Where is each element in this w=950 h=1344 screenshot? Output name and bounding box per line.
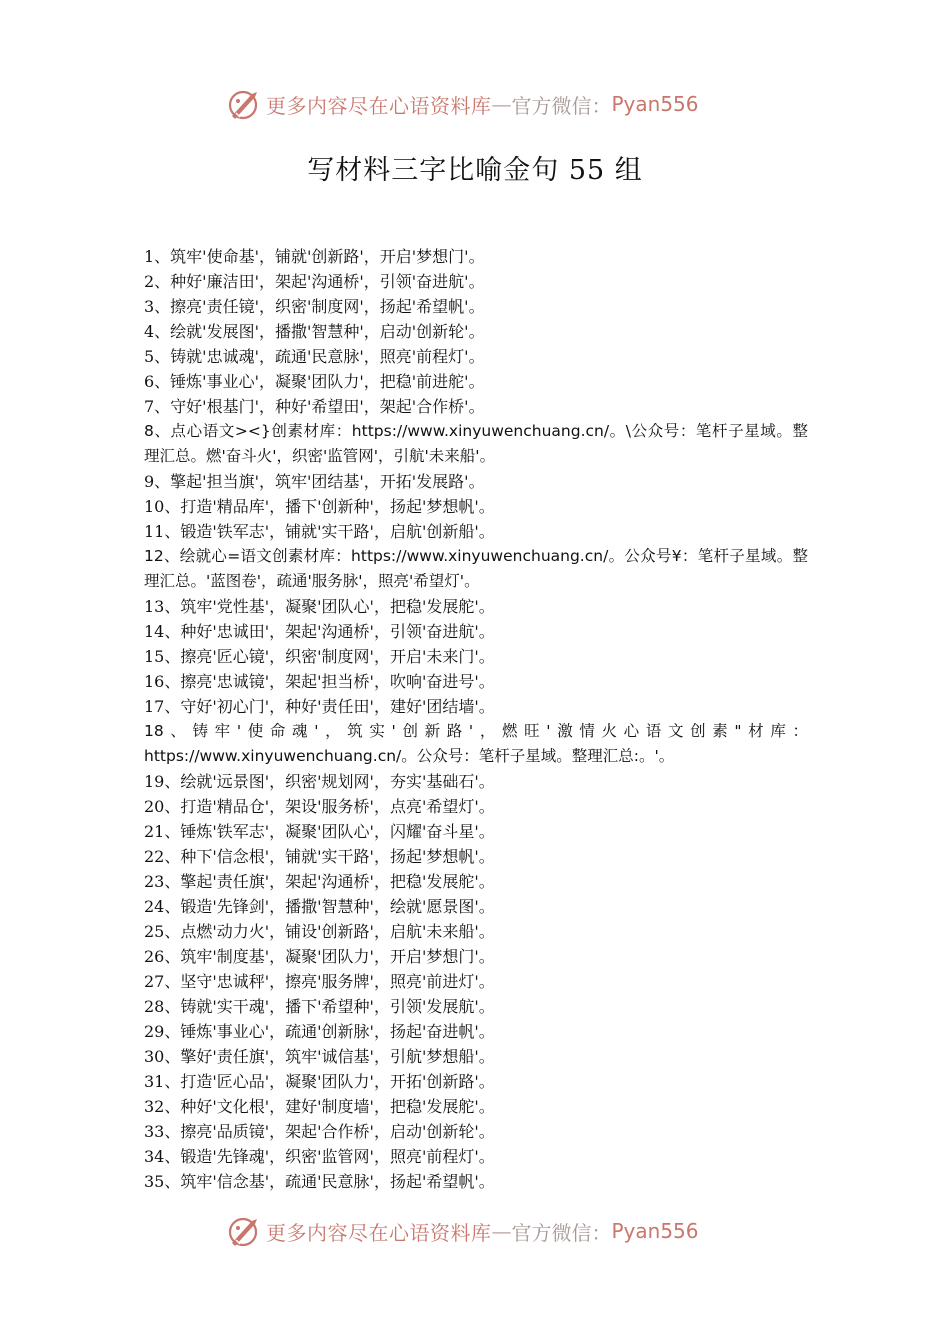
page-title: 写材料三字比喻金句 55 组 (307, 155, 643, 186)
list-item: 19、绘就'远景图'，织密'规划网'，夯实'基础石'。 (144, 772, 495, 791)
list-item: 1、筑牢'使命基'，铺就'创新路'，开启'梦想门'。 (144, 247, 485, 266)
list-item: 27、坚守'忠诚秤'，擦亮'服务牌'，照亮'前进灯'。 (144, 972, 495, 991)
list-item: 23、擎起'责任旗'，架起'沟通桥'，把稳'发展舵'。 (144, 872, 495, 891)
list-item: 11、锻造'铁军志'，铺就'实干路'，启航'创新船'。 (144, 522, 495, 541)
watermark-text: 更多内容尽在心语资料库 (266, 1220, 492, 1245)
list-item: 30、擎好'责任旗'，筑牢'诚信基'，引航'梦想船'。 (144, 1047, 495, 1066)
list-item: 24、锻造'先锋剑'，播撒'智慧种'，绘就'愿景图'。 (144, 897, 495, 916)
list-item: 15、擦亮'匠心镜'，织密'制度网'，开启'未来门'。 (144, 647, 495, 666)
pen-nib-logo-icon (226, 1213, 262, 1249)
list-item: 17、守好'初心门'，种好'责任田'，建好'团结墙'。 (144, 697, 495, 716)
list-item: 25、点燃'动力火'，铺设'创新路'，启航'未来船'。 (144, 922, 495, 941)
list-item: 31、打造'匠心品'，凝聚'团队力'，开拓'创新路'。 (144, 1072, 495, 1091)
list-item: 16、擦亮'忠诚镜'，架起'担当桥'，吹响'奋进号'。 (144, 672, 495, 691)
watermark-wechat-id: Pyan556 (611, 1219, 699, 1243)
list-item: 21、锤炼'铁军志'，凝聚'团队心'，闪耀'奋斗星'。 (144, 822, 495, 841)
footer-watermark (226, 1211, 746, 1251)
list-item: 28、铸就'实干魂'，播下'希望种'，引领'发展航'。 (144, 997, 495, 1016)
pen-nib-logo-icon (226, 86, 262, 122)
list-item: 2、种好'廉洁田'，架起'沟通桥'，引领'奋进航'。 (144, 272, 485, 291)
list-item: 20、打造'精品仓'，架设'服务桥'，点亮'希望灯'。 (144, 797, 495, 816)
watermark-text: 更多内容尽在心语资料库 (266, 93, 492, 118)
list-item: 34、锻造'先锋魂'，织密'监管网'，照亮'前程灯'。 (144, 1147, 495, 1166)
list-item: 10、打造'精品库'，播下'创新种'，扬起'梦想帆'。 (144, 497, 495, 516)
list-item: 35、筑牢'信念基'，疏通'民意脉'，扬起'希望帆'。 (144, 1172, 495, 1191)
list-item: 26、筑牢'制度基'，凝聚'团队力'，开启'梦想门'。 (144, 947, 495, 966)
watermark-dash: — (491, 1219, 512, 1243)
quote-list (144, 244, 808, 1194)
list-item: 32、种好'文化根'，建好'制度墙'，把稳'发展舵'。 (144, 1097, 495, 1116)
list-item: 18、铸牢'使命魂'，筑实'创新路'，燃旺'激情火心语文创素"材库：https://www.xinyuwenchuang.cn/。公众号：笔杆子星域。整理汇总:。'。 (144, 722, 808, 765)
header-watermark (226, 84, 746, 124)
list-item: 29、锤炼'事业心'，疏通'创新脉'，扬起'奋进帆'。 (144, 1022, 495, 1041)
list-item: 3、擦亮'责任镜'，织密'制度网'，扬起'希望帆'。 (144, 297, 485, 316)
watermark-wechat-label: 官方微信： (511, 1220, 612, 1245)
list-item: 5、铸就'忠诚魂'，疏通'民意脉'，照亮'前程灯'。 (144, 347, 485, 366)
list-item: 22、种下'信念根'，铺就'实干路'，扬起'梦想帆'。 (144, 847, 495, 866)
watermark-wechat-label: 官方微信： (511, 93, 612, 118)
list-item: 4、绘就'发展图'，播撒'智慧种'，启动'创新轮'。 (144, 322, 485, 341)
list-item: 7、守好'根基门'，种好'希望田'，架起'合作桥'。 (144, 397, 485, 416)
list-item: 13、筑牢'党性基'，凝聚'团队心'，把稳'发展舵'。 (144, 597, 495, 616)
watermark-wechat-id: Pyan556 (611, 92, 699, 116)
list-item: 9、擎起'担当旗'，筑牢'团结基'，开拓'发展路'。 (144, 472, 485, 491)
list-item: 12、绘就心=语文创素材库：https://www.xinyuwenchuang.cn/。公众号¥：笔杆子星域。整理汇总。'蓝图卷'，疏通'服务脉'，照亮'希望灯'。 (144, 547, 808, 590)
list-item: 14、种好'忠诚田'，架起'沟通桥'，引领'奋进航'。 (144, 622, 495, 641)
list-item: 33、擦亮'品质镜'，架起'合作桥'，启动'创新轮'。 (144, 1122, 495, 1141)
watermark-dash: — (491, 92, 512, 116)
list-item: 6、锤炼'事业心'，凝聚'团队力'，把稳'前进舵'。 (144, 372, 485, 391)
list-item: 8、点心语文><}创素材库：https://www.xinyuwenchuang.cn/。\公众号：笔杆子星域。整理汇总。燃'奋斗火'，织密'监管网'，引航'未来船'。 (144, 422, 808, 465)
